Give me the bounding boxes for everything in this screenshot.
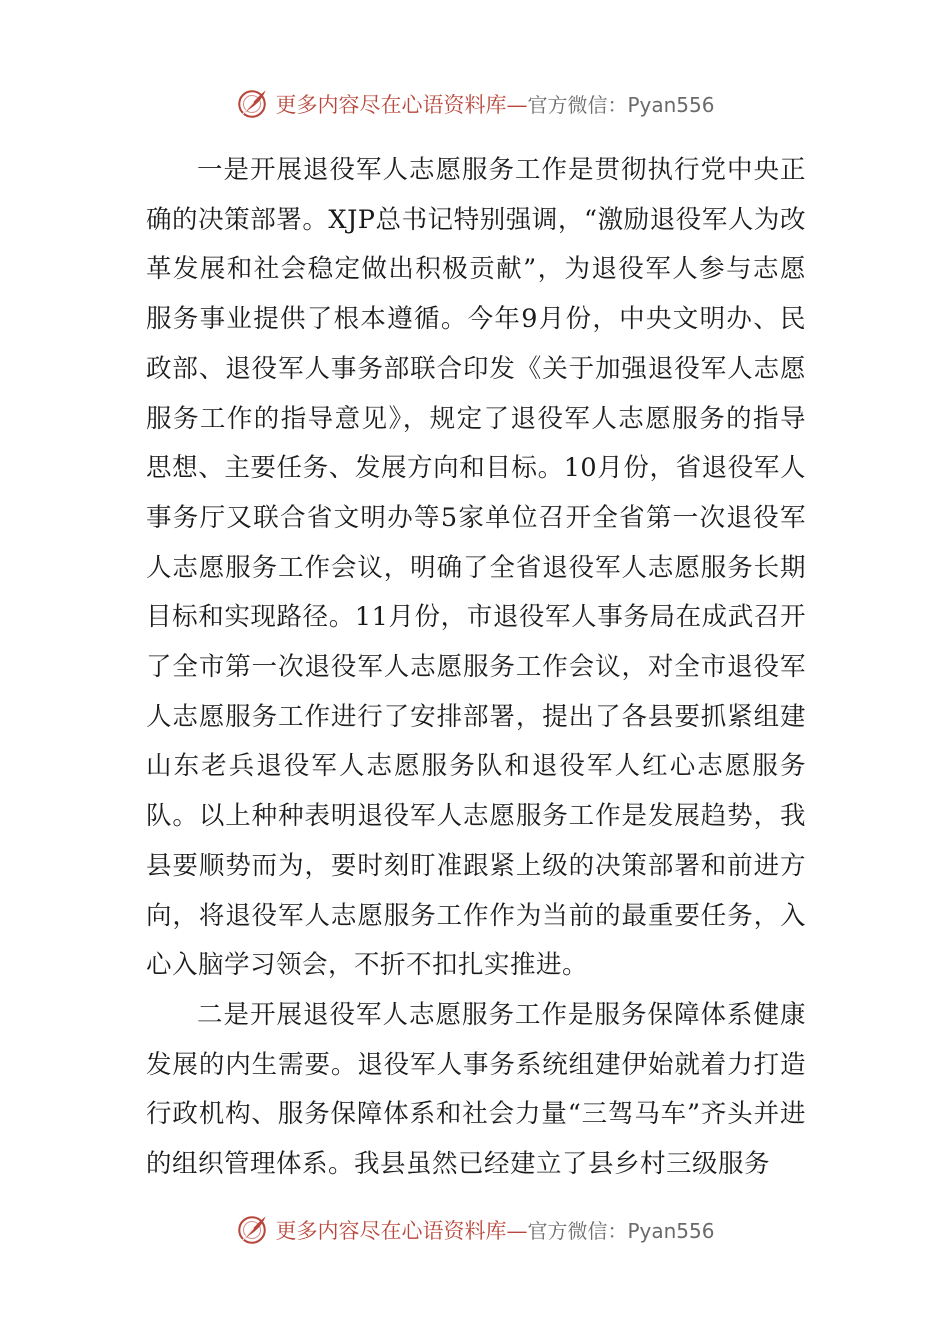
watermark-site: 更多内容尽在心语资料库—: [275, 1219, 528, 1243]
watermark-site: 更多内容尽在心语资料库—: [275, 93, 528, 117]
paragraph-1: 一是开展退役军人志愿服务工作是贯彻执行党中央正确的决策部署。XJP总书记特别强调，“激励退役军人为改革发展和社会稳定做出积极贡献”，为退役军人参与志愿服务事业提供了根本遵循。今年9月份，中央文明办、民政部、退役军人事务部联合印发《关于加强退役军人志愿服务工作的指导意见》，规定了退役军人志愿服务的指导思想、主要任务、发展方向和目标。10月份，省退役军人事务厅又联合省文明办等5家单位召开全省第一次退役军人志愿服务工作会议，明确了全省退役军人志愿服务长期目标和实现路径。11月份，市退役军人事务局在成武召开了全市第一次退役军人志愿服务工作会议，对全市退役军人志愿服务工作进行了安排部署，提出了各县要抓紧组建山东老兵退役军人志愿服务队和退役军人红心志愿服务队。以上种种表明退役军人志愿服务工作是发展趋势，我县要顺势而为，要时刻盯准跟紧上级的决策部署和前进方向，将退役军人志愿服务工作作为当前的最重要任务，入心入脑学习领会，不折不扣扎实推进。: [146, 155, 806, 981]
header-watermark: [0, 84, 950, 124]
paragraph-2: 二是开展退役军人志愿服务工作是服务保障体系健康发展的内生需要。退役军人事务系统组建伊始就着力打造行政机构、服务保障体系和社会力量“三驾马车”齐头并进的组织管理体系。我县虽然已经建立了县乡村三级服务: [146, 999, 806, 1180]
watermark-text: [275, 1215, 714, 1245]
watermark-official: 官方微信：Pyan556: [527, 1219, 715, 1243]
watermark-text: [275, 89, 714, 119]
footer-watermark: [0, 1210, 950, 1250]
quill-pen-logo-icon: [235, 87, 269, 121]
document-body: [146, 146, 806, 1190]
watermark-official: 官方微信：Pyan556: [527, 93, 715, 117]
quill-pen-logo-icon: [235, 1213, 269, 1247]
